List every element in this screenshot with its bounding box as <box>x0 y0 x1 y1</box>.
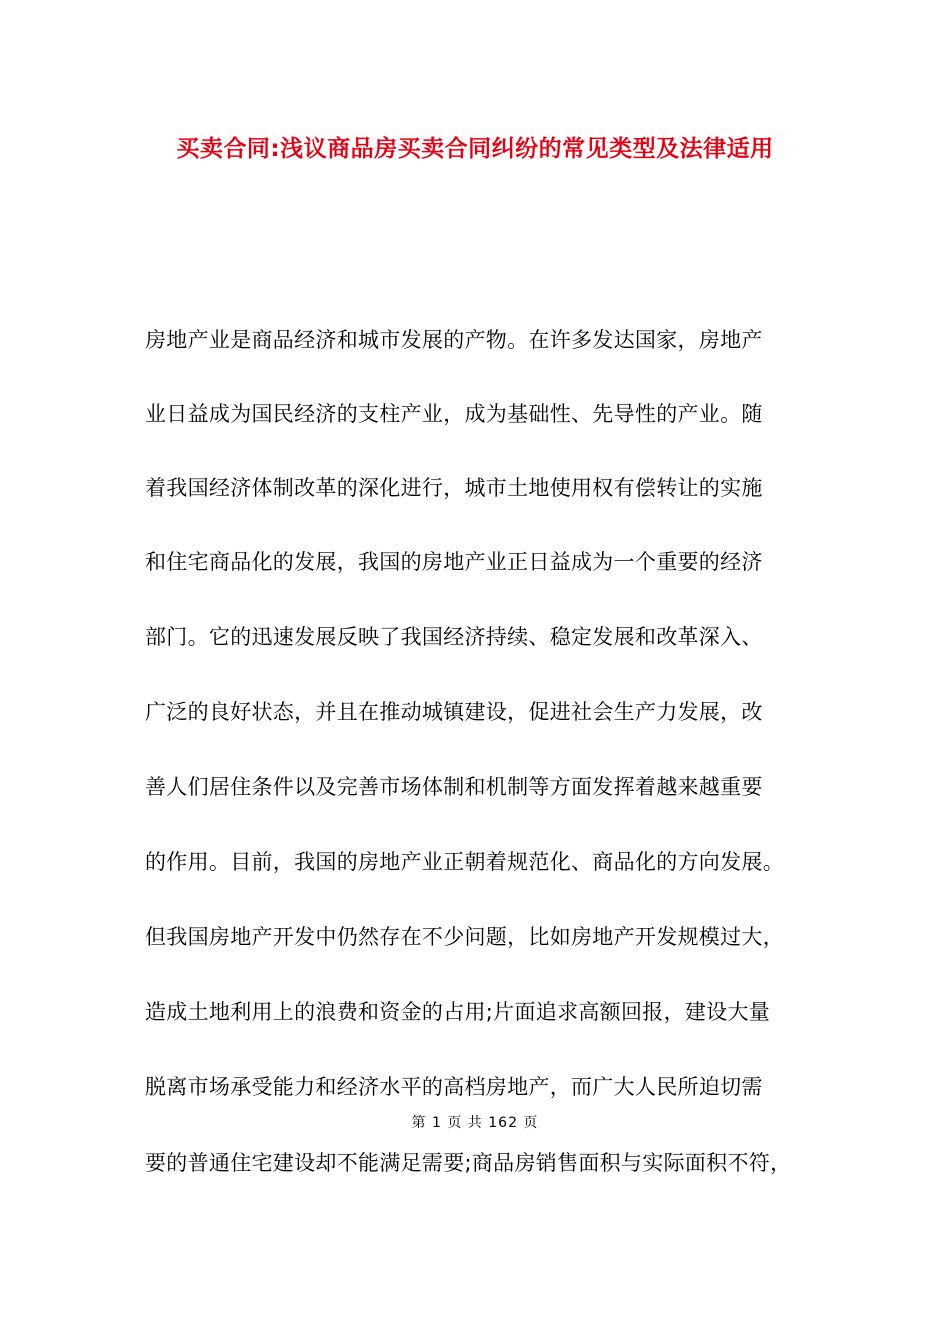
body-line: 着我国经济体制改革的深化进行，城市土地使用权有偿转让的实施 <box>145 476 763 500</box>
body-line: 广泛的良好状态，并且在推动城镇建设，促进社会生产力发展，改 <box>145 700 763 724</box>
body-line: 但我国房地产开发中仍然存在不少问题，比如房地产开发规模过大， <box>145 925 784 949</box>
body-line: 脱离市场承受能力和经济水平的高档房地产，而广大人民所迫切需 <box>145 1075 763 1099</box>
body-line: 房地产业是商品经济和城市发展的产物。在许多发达国家，房地产 <box>145 328 763 352</box>
body-line: 的作用。目前，我国的房地产业正朝着规范化、商品化的方向发展。 <box>145 850 784 874</box>
body-line: 和住宅商品化的发展，我国的房地产业正日益成为一个重要的经济 <box>145 550 763 574</box>
body-line: 善人们居住条件以及完善市场体制和机制等方面发挥着越来越重要 <box>145 775 763 799</box>
body-line: 造成土地利用上的浪费和资金的占用;片面追求高额回报，建设大量 <box>145 1000 771 1024</box>
page-number-footer: 第 1 页 共 162 页 <box>411 1115 539 1131</box>
body-line: 业日益成为国民经济的支柱产业，成为基础性、先导性的产业。随 <box>145 402 763 426</box>
body-line: 部门。它的迅速发展反映了我国经济持续、稳定发展和改革深入、 <box>145 625 763 649</box>
body-line: 要的普通住宅建设却不能满足需要;商品房销售面积与实际面积不符， <box>145 1151 792 1175</box>
document-title: 买卖合同:浅议商品房买卖合同纠纷的常见类型及法律适用 <box>176 136 774 162</box>
